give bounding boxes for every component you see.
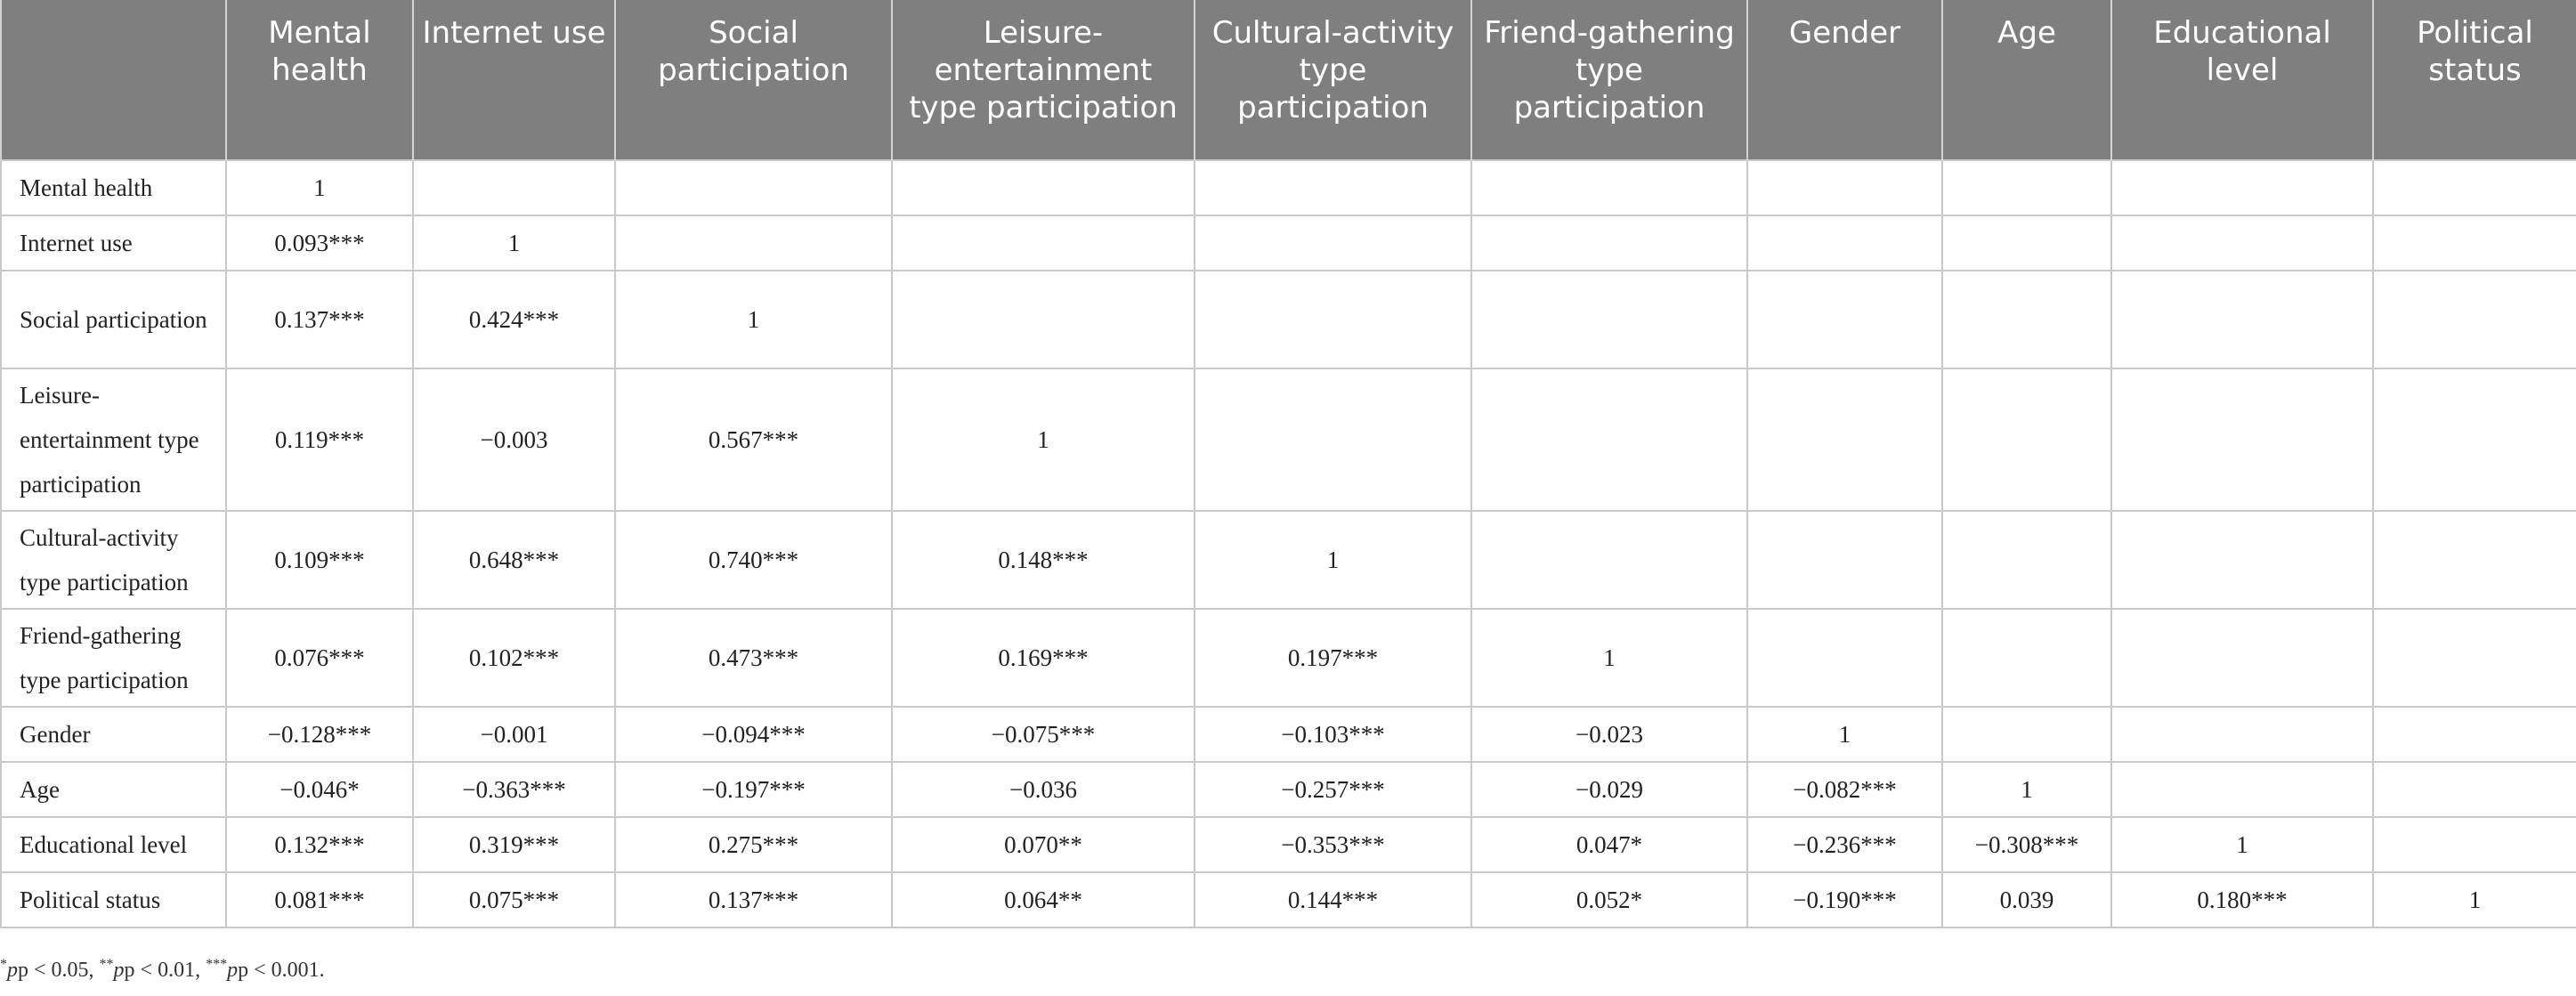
table-cell — [1942, 215, 2111, 271]
table-cell — [1942, 609, 2111, 707]
table-cell: −0.046* — [226, 762, 413, 817]
table-cell — [892, 271, 1195, 368]
table-row — [1, 817, 2576, 872]
row-label: Mental health — [1, 160, 226, 215]
table-cell: 0.648*** — [413, 511, 615, 609]
table-cell: 0.052* — [1471, 872, 1747, 927]
table-cell — [1747, 511, 1942, 609]
footnote-p001: p < 0.001. — [238, 959, 325, 982]
footnote-p01: p < 0.01, — [124, 959, 207, 982]
table-cell: 0.064** — [892, 872, 1195, 927]
table-cell: −0.353*** — [1195, 817, 1471, 872]
table-cell: 0.109*** — [226, 511, 413, 609]
table-cell: −0.197*** — [615, 762, 892, 817]
table-cell — [2111, 609, 2373, 707]
table-cell: 0.076*** — [226, 609, 413, 707]
table-cell — [413, 160, 615, 215]
table-cell — [1195, 215, 1471, 271]
table-cell — [892, 160, 1195, 215]
table-cell: −0.257*** — [1195, 762, 1471, 817]
table-row — [1, 271, 2576, 368]
column-header: Mental health — [226, 0, 413, 160]
table-cell: −0.363*** — [413, 762, 615, 817]
table-cell: −0.103*** — [1195, 707, 1471, 762]
table-cell: 0.047* — [1471, 817, 1747, 872]
header-row — [1, 0, 2576, 160]
row-label: Friend-gathering type participation — [1, 609, 226, 707]
table-cell: 0.137*** — [226, 271, 413, 368]
column-header: Leisure-entertainment type participation — [892, 0, 1195, 160]
table-cell: 1 — [226, 160, 413, 215]
table-cell — [1471, 368, 1747, 511]
table-cell: 0.148*** — [892, 511, 1195, 609]
table-cell — [1195, 368, 1471, 511]
table-cell: 1 — [2373, 872, 2576, 927]
table-cell — [615, 160, 892, 215]
table-cell: −0.190*** — [1747, 872, 1942, 927]
column-header: Gender — [1747, 0, 1942, 160]
table-cell — [2373, 762, 2576, 817]
table-cell: 1 — [1942, 762, 2111, 817]
table-cell: −0.094*** — [615, 707, 892, 762]
table-footnote: *pp < 0.05, **pp < 0.01, ***pp < 0.001. — [0, 957, 325, 982]
table-cell — [892, 215, 1195, 271]
table-cell — [615, 215, 892, 271]
table-cell: 1 — [892, 368, 1195, 511]
column-header: Friend-gathering type participation — [1471, 0, 1747, 160]
table-cell — [1942, 271, 2111, 368]
table-cell — [1471, 160, 1747, 215]
header-corner — [1, 0, 226, 160]
row-label: Educational level — [1, 817, 226, 872]
table-cell: 0.473*** — [615, 609, 892, 707]
table-cell: 0.740*** — [615, 511, 892, 609]
column-header: Social participation — [615, 0, 892, 160]
table-cell: 0.319*** — [413, 817, 615, 872]
table-cell: −0.023 — [1471, 707, 1747, 762]
table-cell: 1 — [2111, 817, 2373, 872]
table-cell: 0.180*** — [2111, 872, 2373, 927]
table-cell — [1942, 160, 2111, 215]
row-label: Social participation — [1, 271, 226, 368]
table-cell: 1 — [615, 271, 892, 368]
table-cell — [2373, 511, 2576, 609]
table-cell — [1942, 511, 2111, 609]
table-cell: 0.132*** — [226, 817, 413, 872]
table-cell — [2111, 707, 2373, 762]
table-cell: −0.003 — [413, 368, 615, 511]
table-cell: 0.039 — [1942, 872, 2111, 927]
table-cell: 0.424*** — [413, 271, 615, 368]
row-label: Internet use — [1, 215, 226, 271]
row-label: Political status — [1, 872, 226, 927]
table-cell — [2111, 271, 2373, 368]
table-cell — [1471, 215, 1747, 271]
table-cell — [2373, 160, 2576, 215]
table-row — [1, 762, 2576, 817]
table-cell — [2111, 160, 2373, 215]
table-cell — [1942, 707, 2111, 762]
table-cell — [2111, 511, 2373, 609]
table-cell: 0.144*** — [1195, 872, 1471, 927]
row-label: Leisure-entertainment type participation — [1, 368, 226, 511]
table-cell — [1747, 160, 1942, 215]
table-cell — [2373, 707, 2576, 762]
row-label: Age — [1, 762, 226, 817]
table-cell: −0.308*** — [1942, 817, 2111, 872]
table-cell — [1942, 368, 2111, 511]
table-body — [1, 160, 2576, 927]
table-cell — [1195, 271, 1471, 368]
column-header: Age — [1942, 0, 2111, 160]
table-cell: 0.070** — [892, 817, 1195, 872]
table-cell: 0.137*** — [615, 872, 892, 927]
table-cell — [1747, 609, 1942, 707]
table-cell: 0.567*** — [615, 368, 892, 511]
table-cell — [2373, 215, 2576, 271]
table-cell: 1 — [1195, 511, 1471, 609]
table-row — [1, 707, 2576, 762]
table-cell: 0.119*** — [226, 368, 413, 511]
row-label: Cultural-activity type participation — [1, 511, 226, 609]
table-cell — [1471, 511, 1747, 609]
table-row — [1, 368, 2576, 511]
table-cell — [2111, 368, 2373, 511]
table-cell — [1747, 271, 1942, 368]
table-row — [1, 609, 2576, 707]
table-row — [1, 872, 2576, 927]
table-cell — [1195, 160, 1471, 215]
table-cell — [2373, 817, 2576, 872]
table-cell: 0.075*** — [413, 872, 615, 927]
table-cell: −0.082*** — [1747, 762, 1942, 817]
table-row — [1, 511, 2576, 609]
table-cell: 0.093*** — [226, 215, 413, 271]
table-cell: 1 — [413, 215, 615, 271]
table-cell: −0.075*** — [892, 707, 1195, 762]
table-cell: −0.029 — [1471, 762, 1747, 817]
table-cell — [1747, 215, 1942, 271]
column-header: Political status — [2373, 0, 2576, 160]
table-cell: 0.081*** — [226, 872, 413, 927]
table-cell: 1 — [1471, 609, 1747, 707]
table-cell: 0.275*** — [615, 817, 892, 872]
table-cell: −0.128*** — [226, 707, 413, 762]
table-cell — [2111, 215, 2373, 271]
table-cell: 0.169*** — [892, 609, 1195, 707]
table-row — [1, 160, 2576, 215]
row-label: Gender — [1, 707, 226, 762]
footnote-p05: p < 0.05, — [18, 959, 100, 982]
table-cell — [1471, 271, 1747, 368]
table-cell: 1 — [1747, 707, 1942, 762]
table-cell: −0.236*** — [1747, 817, 1942, 872]
table-row — [1, 215, 2576, 271]
table-cell: −0.036 — [892, 762, 1195, 817]
column-header: Cultural-activity type participation — [1195, 0, 1471, 160]
table-cell — [2373, 271, 2576, 368]
table-cell: 0.197*** — [1195, 609, 1471, 707]
table-cell: 0.102*** — [413, 609, 615, 707]
table-cell: −0.001 — [413, 707, 615, 762]
table-cell — [2111, 762, 2373, 817]
column-header: Educational level — [2111, 0, 2373, 160]
table-cell — [1747, 368, 1942, 511]
table-cell — [2373, 609, 2576, 707]
table-cell — [2373, 368, 2576, 511]
column-header: Internet use — [413, 0, 615, 160]
